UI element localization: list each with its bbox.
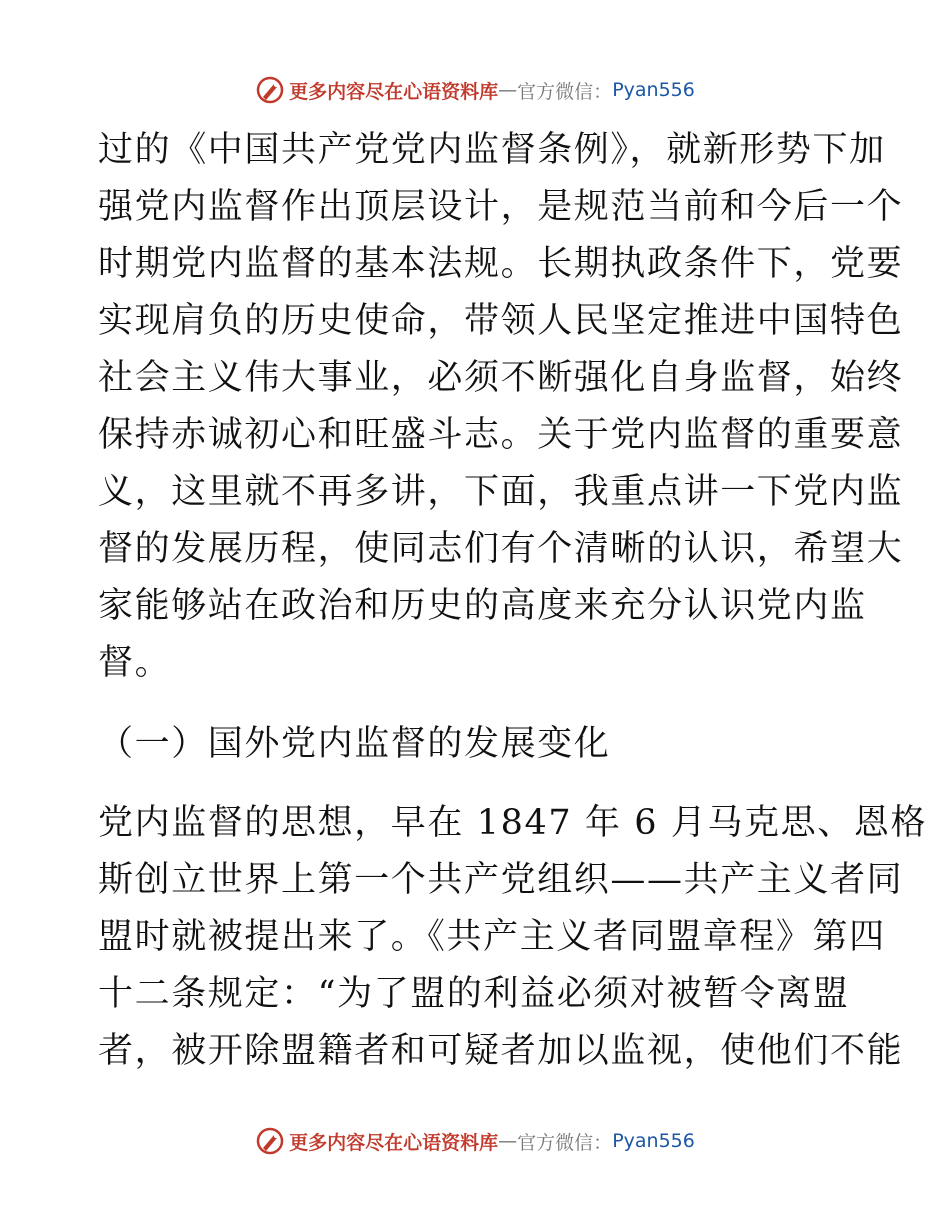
body-line: 义，这里就不再多讲，下面，我重点讲一下党内监 [98,472,904,512]
body-line: 强党内监督作出顶层设计，是规范当前和今后一个 [98,187,904,227]
watermark-promo-text: 更多内容尽在心语资料库 [289,1131,499,1154]
body-line: 实现肩负的历史使命，带领人民坚定推进中国特色 [98,301,904,341]
body-line: 保持赤诚初心和旺盛斗志。关于党内监督的重要意 [98,415,904,455]
section-heading: （一）国外党内监督的发展变化 [98,724,611,764]
footer-watermark [0,1121,950,1161]
watermark-wechat-id: Pyan556 [612,1130,695,1152]
body-line: 盟时就被提出来了。《共产主义者同盟章程》第四 [98,917,886,957]
body-line: 十二条规定：“为了盟的利益必须对被暂令离盟 [98,974,850,1014]
body-line: 督。 [98,643,172,683]
body-line: 者，被开除盟籍者和可疑者加以监视，使他们不能 [98,1031,904,1071]
body-line: 时期党内监督的基本法规。长期执政条件下，党要 [98,244,904,284]
watermark-wechat-label: 官方微信： [517,80,613,103]
header-watermark [0,70,950,110]
watermark-wechat-label: 官方微信： [517,1131,613,1154]
watermark-wechat-id: Pyan556 [612,79,695,101]
watermark-promo-text: 更多内容尽在心语资料库 [289,80,499,103]
pen-nib-logo-icon [255,75,285,105]
watermark-dash: — [498,79,518,101]
body-line: 社会主义伟大事业，必须不断强化自身监督，始终 [98,358,904,398]
body-line: 党内监督的思想，早在 1847 年 6 月马克思、恩格 [98,803,928,843]
watermark-dash: — [498,1130,518,1152]
body-line: 过的《中国共产党党内监督条例》，就新形势下加 [98,130,886,170]
body-line: 督的发展历程，使同志们有个清晰的认识，希望大 [98,529,904,569]
body-line: 斯创立世界上第一个共产党组织——共产主义者同 [98,860,904,900]
pen-nib-logo-icon [255,1126,285,1156]
body-line: 家能够站在政治和历史的高度来充分认识党内监 [98,586,867,626]
